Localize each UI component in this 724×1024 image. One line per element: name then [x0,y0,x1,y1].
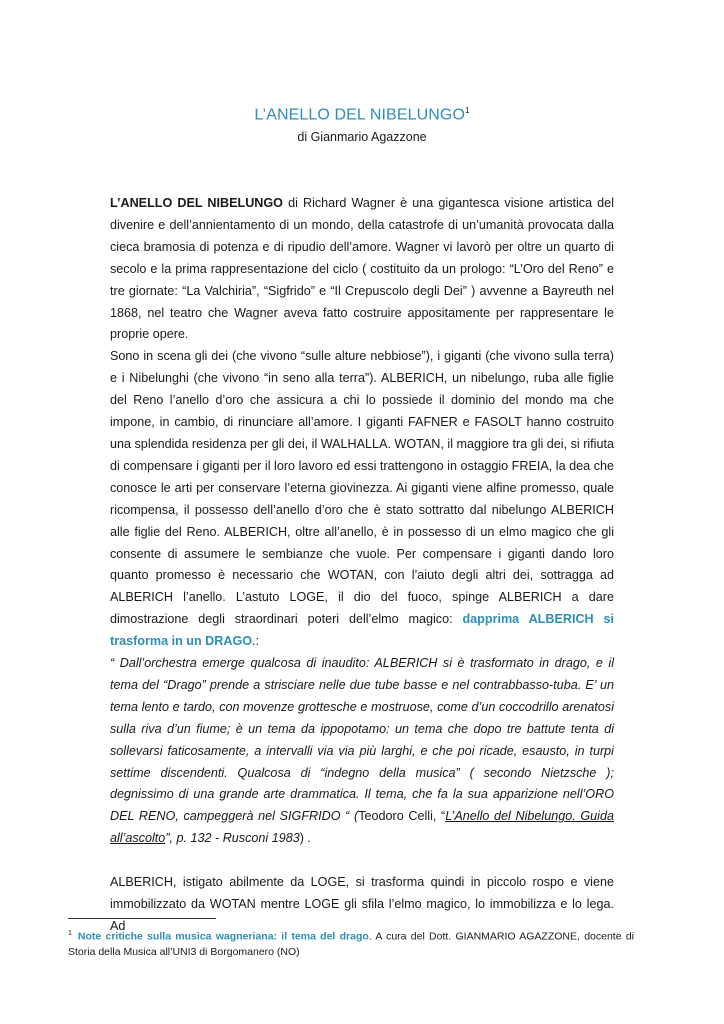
author-line: di Gianmario Agazzone [297,130,427,144]
paragraph-continuation: ALBERICH, istigato abilmente da LOGE, si trasforma quindi in piccolo rospo e viene immobilizzato da WOTAN mentre LOGE gli sfila l’elmo magico, lo immobilizza e lo lega. Ad [110,875,614,933]
footnote-marker: 1 [68,930,72,937]
quotation-text: “ Dall’orchestra emerge qualcosa di inaudito: ALBERICH si è trasformato in drago, e il tema del “Drago” prende a strisciare nelle due tube basse e nel contrabbasso-tuba. E’ un tema lento e tardo, con movenze grottesche e mostruose, come d’un coccodrillo arenatosi sulla riva d’un fiume; è un tema da ippopotamo: un tema che dopo tre battute tenta di sollevarsi faticosamente, a intervalli via via più larghi, e che poi ricade, esausto, in turpi settime discendenti. Qualcosa di “indegno della musica” ( secondo Nietzsche ); degnissimo di una grande arte drammatica. Il tema, che fa la sua apparizione nell’ORO DEL RENO, campeggerà nel SIGFRIDO “ ( [110,656,614,824]
title-text: L’ANELLO DEL NIBELUNGO [254,106,465,124]
citation-end: ) . [299,831,311,846]
paragraph-intro-text: di Richard Wagner è una gigantesca visione artistica del divenire e dell’annientamento di un mondo, della catastrofe di un’umanità provocata dalla cieca bramosia di potenza e di ripudio dell’amore. Wagner vi lavorò per oltre un quarto di secolo e la prima rappresentazione del ciclo ( costituito da un prologo: “L’Oro del Reno” e tre giornate: “La Valchiria”, “Sigfrido” e “Il Crepuscolo degli Dei” ) avvenne a Bayreuth nel 1868, nel teatro che Wagner aveva fatto costruire appositamente per rappresentare le proprie opere. [110,196,614,342]
dragon-highlight: dapprima ALBERICH si trasforma in un DRAGO [110,612,614,649]
paragraph-plot [110,346,614,653]
citation-details: ”, p. 132 - Rusconi 1983 [165,831,300,846]
footnote-highlight: Note critiche sulla musica wagneriana: il tema del drago [77,930,369,943]
quotation-block [110,653,614,850]
title-footnote-marker: 1 [465,106,470,115]
paragraph-intro [110,193,614,346]
document-title [0,106,724,124]
paragraph-intro-lead: L’ANELLO DEL NIBELUNGO [110,196,283,210]
citation-author: Teodoro Celli, “ [358,809,446,824]
footnote-divider [68,918,216,919]
paragraph-plot-end: .: [252,634,260,649]
citation-title: L’Anello del Nibelungo. Guida all’ascolto [110,809,614,846]
footnote [68,926,634,960]
footnote-text: . A cura del Dott. GIANMARIO AGAZZONE, docente di Storia della Musica all’UNI3 di Borgomanero (NO) [68,930,634,958]
body-text [110,193,614,653]
paragraph-plot-text: Sono in scena gli dei (che vivono “sulle alture nebbiose”), i giganti (che vivono sulla terra) e i Nibelunghi (che vivono “in seno alla terra”). ALBERICH, un nibelungo, ruba alle figlie del Reno l’anello d’oro che assicura a chi lo possiede il dominio del mondo ma che impone, in cambio, di rinunciare all’amore. I giganti FAFNER e FASOLT hanno costruito una splendida residenza per gli dei, il WALHALLA. WOTAN, il maggiore tra gli dei, si rifiuta di compensare i giganti per il loro lavoro ed essi trattengono in ostaggio FREIA, la dea che conosce le arti per conservare l’eterna giovinezza. Ai giganti viene alfine promesso, quale ricompensa, il possesso dell’anello d’oro che è stato sottratto dal nibelungo ALBERICH alle figlie del Reno. ALBERICH, oltre all’anello, è in possesso di un elmo magico che gli consente di assumere le sembianze che vuole. Per compensare i giganti dando loro quanto promesso è necessario che WOTAN, con l’aiuto degli altri dei, sottragga ad ALBERICH l’anello. L’astuto LOGE, il dio del fuoco, spinge ALBERICH a dare dimostrazione degli straordinari poteri dell’elmo magico: [110,349,614,627]
